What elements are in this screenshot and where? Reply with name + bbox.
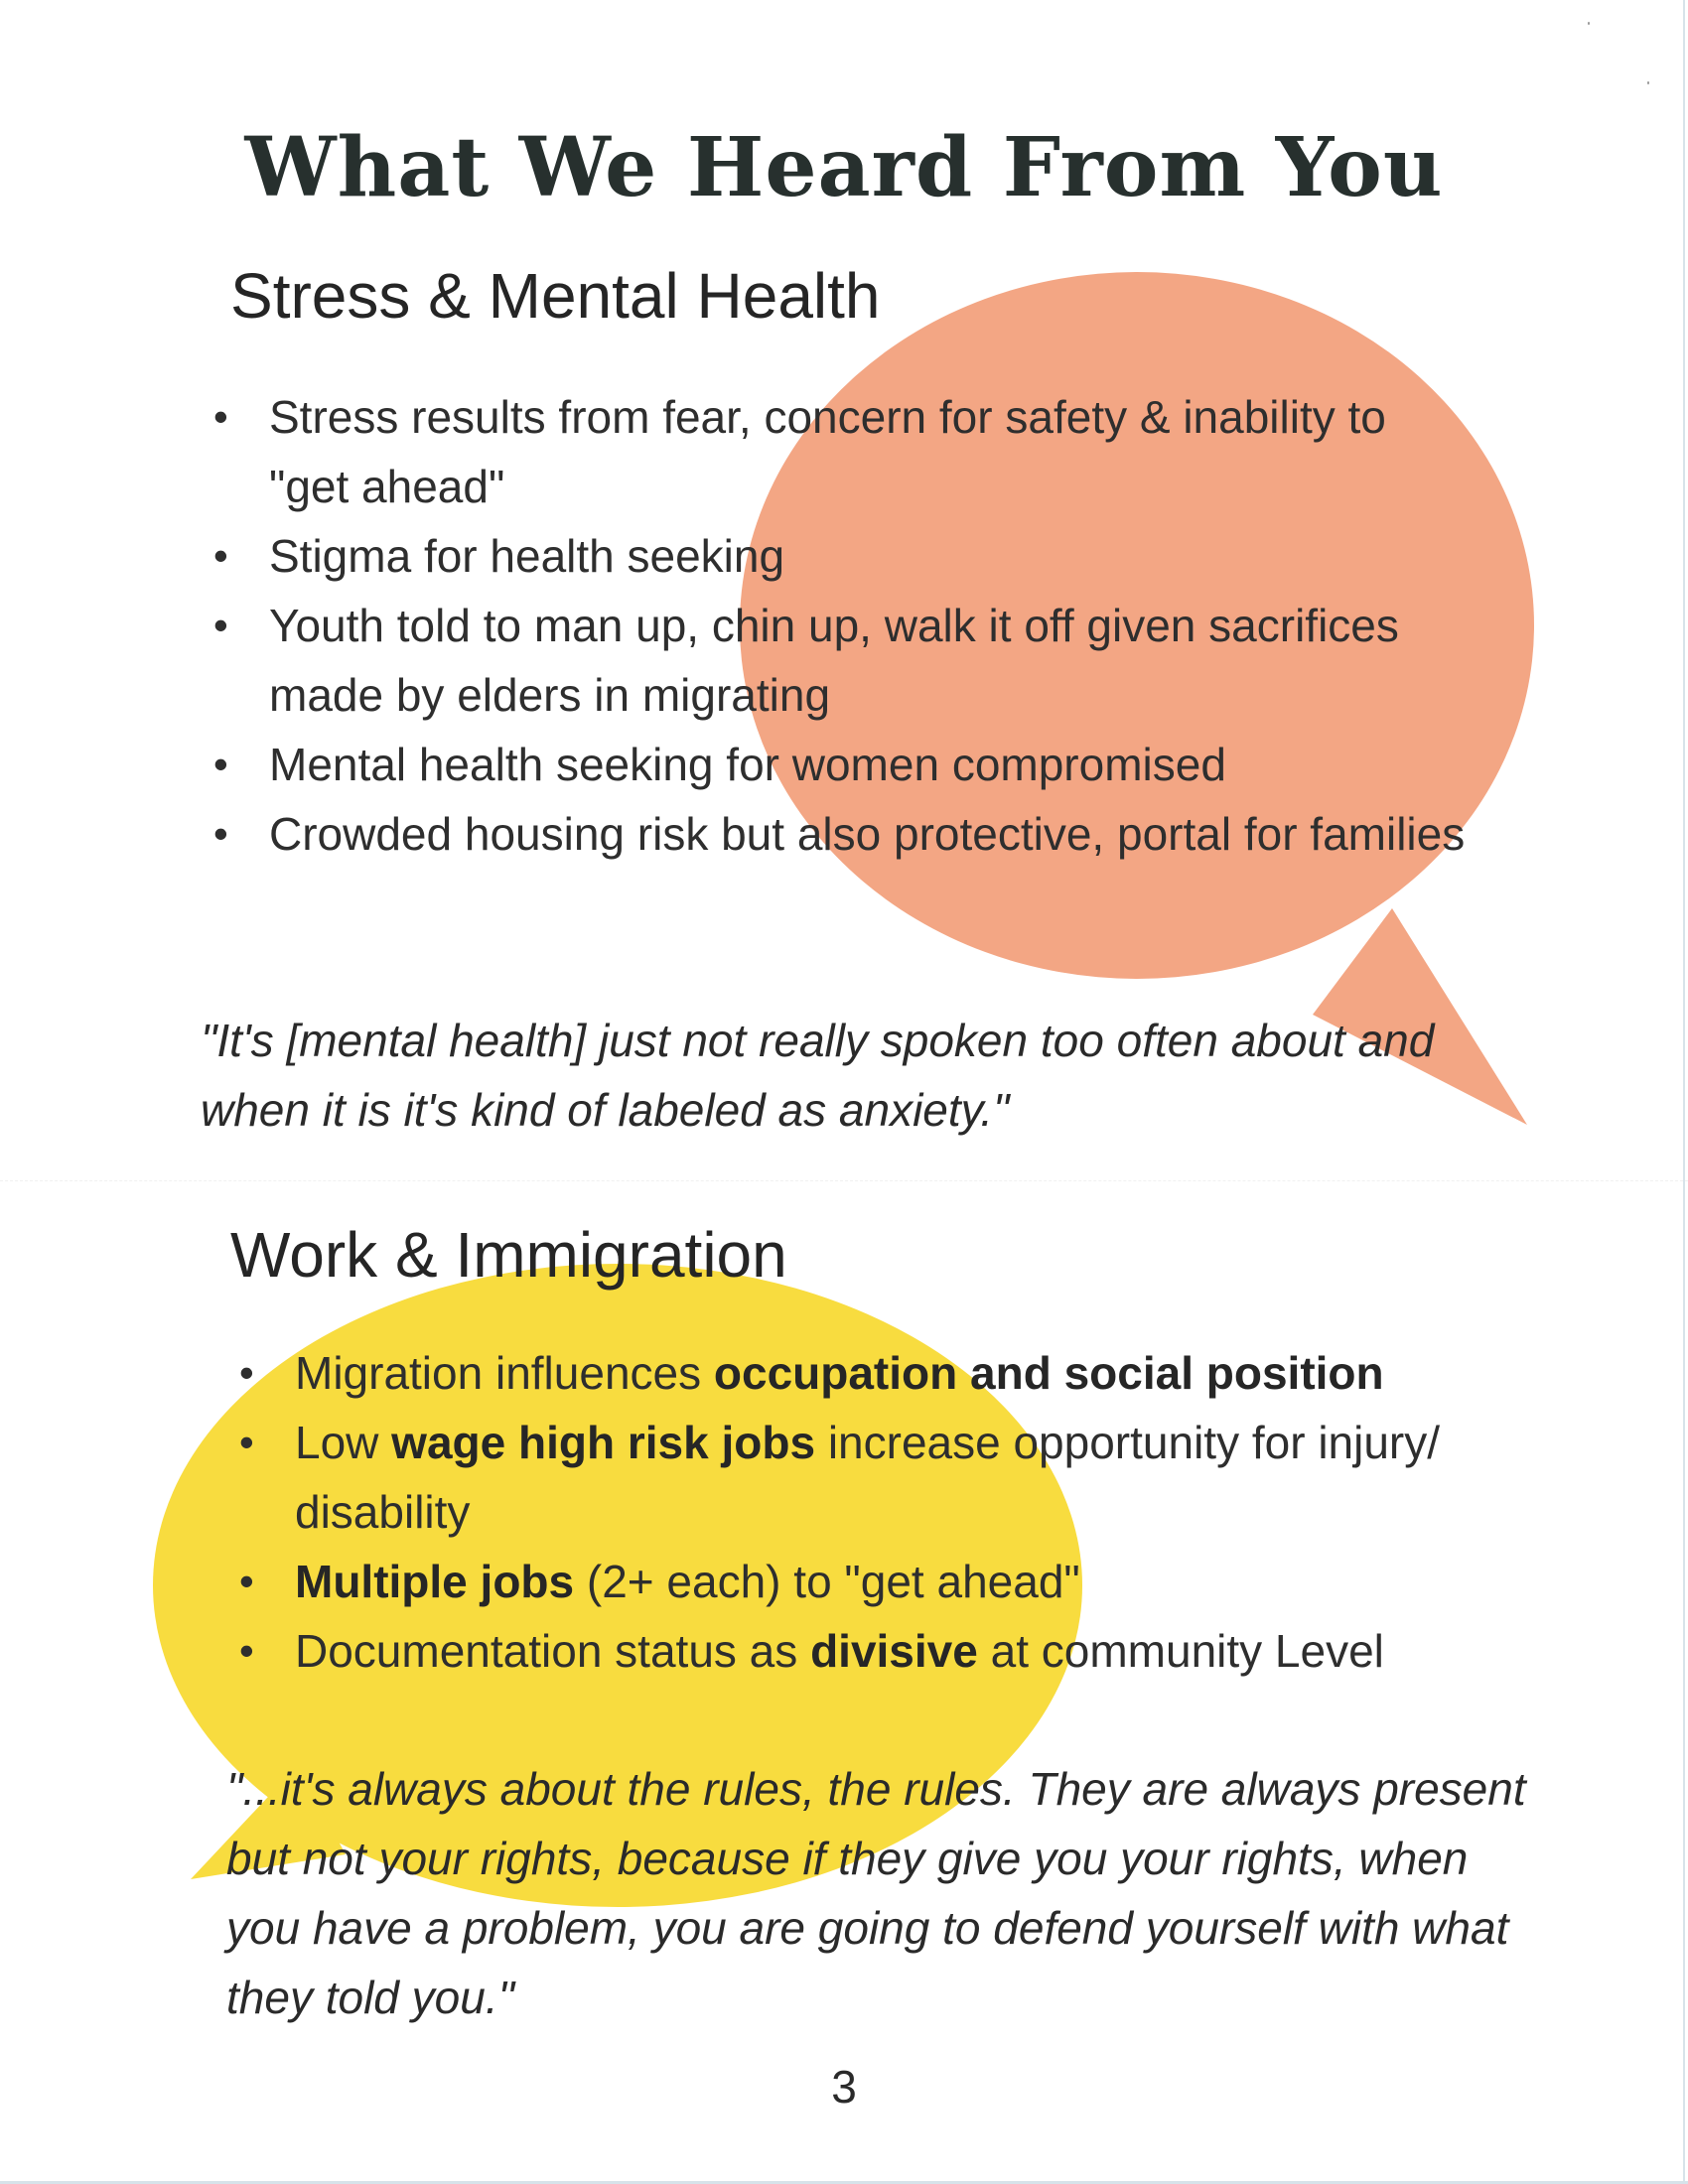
bullet-text: Youth told to man up, chin up, walk it off given sacrifices made by elders in migrating	[269, 600, 1399, 721]
bullet-item	[204, 521, 1475, 591]
quote-work-immigration: "...it's always about the rules, the rules. They are always present but not your rights, because if they give you your rights, when you have a problem, you are going to defend yourself with what they told you."	[226, 1763, 1526, 2023]
bullet-item	[229, 1338, 1520, 1408]
bullet-text: at community Level	[977, 1625, 1384, 1677]
page-title: What We Heard From You	[244, 120, 1444, 215]
section-heading-work-immigration: Work & Immigration	[230, 1219, 787, 1291]
bullet-text: increase opportunity for injury/ disability	[295, 1417, 1441, 1538]
quote-stress-mental-health: "It's [mental health] just not really spoken too often about and when it is it's kind of labeled as anxiety."	[201, 1015, 1435, 1136]
bullet-text: Crowded housing risk but also protective, portal for families	[269, 808, 1466, 860]
bullet-text: Low	[295, 1417, 392, 1468]
bullet-text: Migration influences	[295, 1347, 714, 1399]
bullet-item	[204, 591, 1475, 730]
bullet-text-bold: occupation and social position	[713, 1347, 1384, 1399]
bullet-item	[229, 1547, 1520, 1616]
bullet-list-stress-mental-health	[204, 382, 1475, 869]
bullet-text: Mental health seeking for women compromised	[269, 739, 1226, 790]
bullet-list-work-immigration	[229, 1338, 1520, 1686]
section-heading-stress-mental-health: Stress & Mental Health	[230, 260, 881, 332]
page-number: 3	[831, 2061, 857, 2113]
bullet-text-bold: divisive	[810, 1625, 978, 1677]
bullet-item	[204, 799, 1475, 869]
bullet-item	[204, 730, 1475, 799]
bullet-text-bold: wage high risk jobs	[391, 1417, 816, 1468]
bullet-item	[204, 382, 1475, 521]
bullet-item	[229, 1616, 1520, 1686]
bullet-text: Stigma for health seeking	[269, 530, 785, 582]
bullet-text: (2+ each) to "get ahead"	[574, 1556, 1080, 1607]
bullet-text: Documentation status as	[295, 1625, 811, 1677]
bullet-text: Stress results from fear, concern for safety & inability to "get ahead"	[269, 391, 1386, 512]
bullet-text-bold: Multiple jobs	[295, 1556, 575, 1607]
bullet-item	[229, 1408, 1520, 1547]
